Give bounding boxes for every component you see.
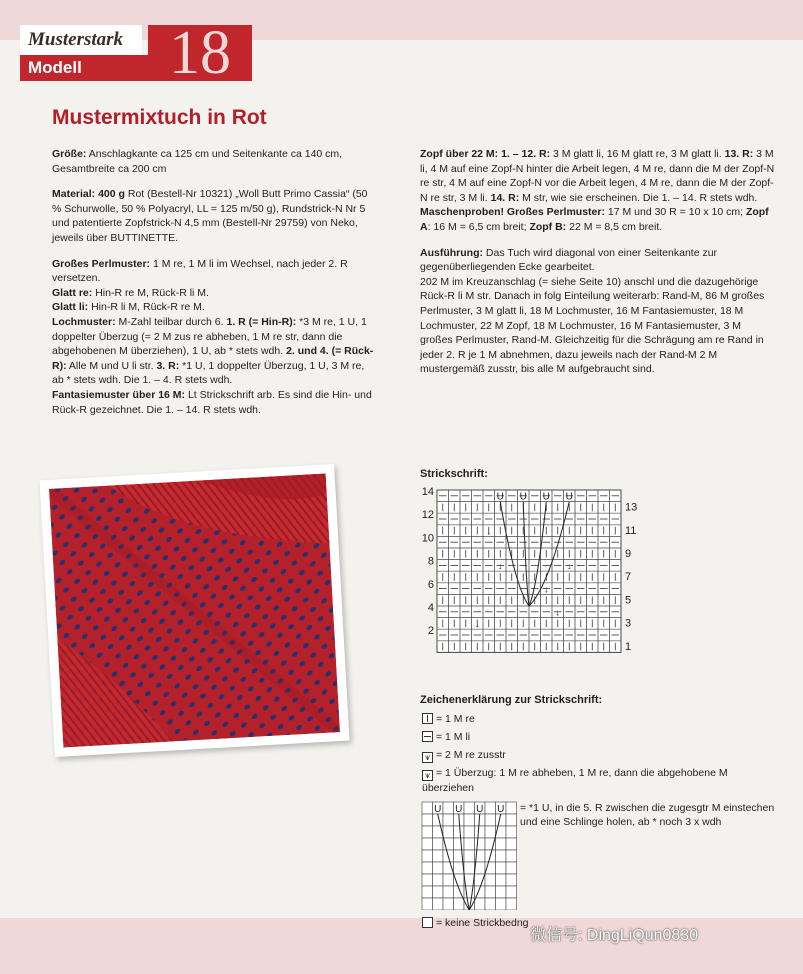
chart-row-number-left: 12 — [421, 509, 434, 522]
ausfuehrung-label: Ausführung: — [420, 246, 483, 259]
mini-chart-cell — [433, 886, 444, 898]
lochmuster-paragraph — [52, 315, 378, 388]
mini-chart-cell — [422, 874, 433, 886]
mini-chart-cell — [475, 862, 486, 874]
ausfuehrung-text-2: 202 M im Kreuzanschlag (= siehe Seite 10) anschl und die dazugehörige Rück-R li M str. Danach in folg Einteilung weiterarb: Rand-M, 86 M großes Perlmuster, 3 M glatt li, 18 M Lochmuster, 16 M Fantasiemuster, 18 M Lochmuster, 22 M Zopf, 18 M Lochmuster, 16 M Fantasiemuster, 3 M großes Perlmuster, Rand-M. Gleichzeitig für die Schrägung am re Rand in jeder 2. R je 1 M abnehmen, dazu jeweils nach der Rand-M 2 M mustergemäß zusstr, bis alle M aufgebraucht sind. — [420, 275, 765, 376]
mini-chart-cell — [485, 898, 496, 910]
mini-chart-cell — [433, 850, 444, 862]
mini-chart-cell — [506, 886, 517, 898]
mini-chart-cell — [454, 838, 465, 850]
mini-chart-cell — [422, 886, 433, 898]
mini-chart-u-symbol: U — [476, 804, 484, 815]
left-column — [52, 147, 378, 417]
mini-chart-cell — [454, 826, 465, 838]
mini-chart-cell — [433, 838, 444, 850]
chart-row-number-left: 4 — [427, 602, 434, 614]
maschenprobe-label: Maschenproben! Großes Perlmuster: — [420, 206, 605, 219]
chart-u-symbol: U — [496, 491, 504, 503]
chart-row-number-left: 8 — [427, 555, 434, 568]
slip-overpass-icon: ⩛ — [422, 770, 433, 781]
zopf-text-2: 3 M li, 4 M auf eine Zopf-N hinter die Arbeit legen, 4 M re, dann die M der Zopf-N re str, 4 M auf eine Zopf-N vor die Arbeit legen, 4 M re, dann die M der Zopf-N re str, 3 M li. — [420, 148, 775, 204]
watermark: 微信号: DingLiQun0830 — [530, 927, 699, 944]
zopf-b-text: 22 M = 8,5 cm breit. — [569, 220, 663, 233]
mini-chart-cell — [506, 862, 517, 874]
perlmuster-label: Großes Perlmuster: — [52, 257, 151, 270]
mini-chart-cell — [443, 802, 454, 814]
legend-knit-text: = 1 M re — [436, 713, 475, 725]
mini-chart-cell — [454, 862, 465, 874]
knitted-shawl-image — [49, 473, 340, 747]
mini-chart-cell — [464, 862, 475, 874]
chart-row-number-right: 11 — [625, 524, 637, 537]
mini-chart-cell — [464, 814, 475, 826]
mini-chart-cell — [496, 850, 507, 862]
ausfuehrung-text-1: Das Tuch wird diagonal von einer Seitenkante zur gegenüberliegenden Ecke gearbeitet. — [420, 246, 718, 274]
mini-chart-cell — [443, 874, 454, 886]
zopf-paragraph — [420, 147, 776, 205]
mini-chart-cell — [422, 814, 433, 826]
lochmuster-text-3: Alle M und U li str. — [68, 359, 154, 372]
lochmuster-row1-label: 1. R (= Hin-R): — [226, 315, 297, 328]
modell-number: 18 — [148, 25, 252, 81]
mini-chart-cell — [443, 814, 454, 826]
fantasiemuster-text: Lt Strickschrift arb. Es sind die Hin- und Rück-R gezeichnet. Die 1. – 14. R stets wdh. — [52, 388, 372, 416]
maschenprobe-text: 17 M und 30 R = 10 x 10 cm; — [607, 206, 744, 219]
glatt-re-text: Hin-R re M, Rück-R li M. — [95, 286, 209, 299]
mini-chart-cell — [443, 898, 454, 910]
legend-item-k2tog — [422, 748, 506, 763]
mini-chart-cell — [475, 826, 486, 838]
size-label: Größe: — [52, 148, 87, 160]
mini-chart-cell — [506, 826, 517, 838]
mini-chart-cell — [496, 838, 507, 850]
mini-chart-cell — [485, 886, 496, 898]
lochmuster-row3-label: 3. R: — [156, 359, 180, 372]
mini-chart-cell — [422, 802, 433, 814]
chart-row-number-left: 6 — [427, 578, 434, 591]
mini-chart-cell — [485, 826, 496, 838]
mini-chart-cell — [433, 874, 444, 886]
mini-chart-cell — [454, 874, 465, 886]
chart-row-number-right: 1 — [625, 640, 632, 653]
lochmuster-text-2: *3 M re, 1 U, 1 doppelter Überzug (= 2 M zus re abheben, 1 M re str, dann die abgehobenen M überziehen), 1 U, ab * stets wdh. — [52, 315, 367, 358]
chart-decrease-symbol: ↓ — [544, 584, 549, 595]
mini-chart-cell — [422, 862, 433, 874]
mini-chart-cell — [422, 850, 433, 862]
mini-chart-cell — [422, 898, 433, 910]
chart-u-symbol: U — [519, 491, 527, 503]
purl-stitch-icon — [422, 731, 433, 742]
material-paragraph — [52, 187, 378, 245]
mini-chart-u-symbol: U — [434, 804, 442, 815]
size-text: Anschlagkante ca 125 cm und Seitenkante ca 140 cm, Gesamtbreite ca 200 cm — [52, 148, 343, 175]
right-column — [420, 147, 776, 377]
chart-decrease-symbol: ↓ — [555, 607, 560, 618]
chart-row-number-right: 13 — [625, 501, 638, 514]
chart-row-number-left: 2 — [427, 625, 434, 638]
chart-decrease-symbol: ↓ — [498, 561, 503, 572]
legend-item-knit — [422, 712, 475, 726]
zopf-a-label: Zopf A — [420, 206, 769, 233]
material-label: Material: 400 g — [52, 188, 125, 201]
chart-row-number-left: 10 — [421, 532, 434, 545]
mini-chart-cell — [422, 826, 433, 838]
mini-chart-cell — [496, 886, 507, 898]
zopf-label: Zopf über 22 M: 1. – 12. R: — [420, 148, 551, 160]
mini-chart-cell — [496, 898, 507, 910]
perlmuster-text: 1 M re, 1 M li im Wechsel, nach jeder 2. R versetzen. — [52, 257, 348, 285]
mini-chart-cell — [496, 862, 507, 874]
mini-chart-cell — [475, 838, 486, 850]
zopf-text-3: M str, wie sie erscheinen. Die 1. – 14. R stets wdh. — [522, 191, 758, 204]
knitting-chart — [415, 484, 655, 660]
category-label: Musterstark — [20, 25, 142, 55]
mini-chart-cell — [475, 898, 486, 910]
glatt-li-paragraph — [52, 300, 378, 315]
lochmuster-text-1: M-Zahl teilbar durch 6. — [118, 315, 224, 328]
chart-row-number-right: 7 — [625, 571, 632, 584]
legend-purl-text: = 1 M li — [436, 731, 471, 743]
mini-chart-u-symbol: U — [497, 804, 505, 815]
mini-chart-cell — [464, 850, 475, 862]
modell-label: Modell — [20, 55, 148, 81]
legend-empty-text-tail: ng — [516, 917, 529, 929]
mini-chart-cell — [464, 838, 475, 850]
legend-cable-text: = *1 U, in die 5. R zwischen die zugesgtr M einstechen und eine Schlinge holen, ab * noch 3 x wdh — [520, 802, 775, 828]
mini-chart-u-symbol: U — [455, 804, 463, 815]
fantasiemuster-label: Fantasiemuster über 16 M: — [52, 388, 186, 401]
legend-title: Zeichenerklärung zur Strickschrift: — [420, 694, 603, 706]
chart-row-number-right: 5 — [625, 594, 632, 607]
mini-chart-cell — [422, 838, 433, 850]
mini-chart-cell — [506, 898, 517, 910]
mini-chart-cell — [464, 826, 475, 838]
lochmuster-text-4: *1 U, 1 doppelter Überzug, 1 U, 3 M re, ab * stets wdh. Die 1. – 4. R stets wdh. — [52, 359, 365, 387]
mini-chart-cell — [433, 898, 444, 910]
material-text: Rot (Bestell-Nr 10321) „Woll Butt Primo Cassia“ (50 % Schurwolle, 50 % Polyacryl, LL = 125 m/50 g), Rundstrick-N Nr 5 und patentierte Zopfstrick-N 4,5 mm (Bestell-Nr 29759) von Neko, jeweils über BUTTINETTE. — [52, 188, 368, 244]
chart-row-number-right: 9 — [625, 548, 632, 560]
mini-chart-cell — [485, 874, 496, 886]
mini-chart-cell — [485, 814, 496, 826]
knitting-photo — [39, 464, 349, 757]
fantasiemuster-paragraph — [52, 388, 378, 417]
mini-chart-cell — [443, 886, 454, 898]
chart-label: Strickschrift: — [420, 468, 488, 480]
zopf-row14-label: 14. R: — [490, 191, 520, 204]
mini-chart-cell — [485, 802, 496, 814]
maschenprobe-paragraph — [420, 205, 776, 234]
lochmuster-row2-label: 2. und 4. (= Rück-R): — [52, 345, 374, 372]
k2tog-icon: ⩛ — [422, 752, 433, 763]
legend-slip-text: = 1 Überzug: 1 M re abheben, 1 M re, dann die abgehobene M überziehen — [422, 767, 728, 794]
perlmuster-paragraph — [52, 257, 378, 286]
mini-chart-cell — [496, 874, 507, 886]
mini-chart-cell — [506, 802, 517, 814]
chart-decrease-symbol: ↓ — [567, 561, 572, 572]
mini-chart-cell — [506, 838, 517, 850]
mini-chart-cell — [433, 862, 444, 874]
legend-empty-text: = keine Strickbed — [436, 917, 517, 929]
zopf-b-label: Zopf B: — [529, 220, 567, 233]
legend-k2tog-text: = 2 M re zusstr — [436, 749, 506, 761]
mini-chart-cell — [454, 898, 465, 910]
mini-chart-cell — [506, 850, 517, 862]
glatt-li-text: Hin-R li M, Rück-R re M. — [91, 301, 205, 314]
chart-u-symbol: U — [542, 491, 550, 503]
lochmuster-label: Lochmuster: — [52, 315, 116, 328]
chart-u-symbol: U — [565, 491, 573, 503]
chart-decrease-symbol: ↓ — [475, 619, 480, 630]
chart-row-number-left: 14 — [421, 486, 434, 498]
empty-square-icon — [422, 917, 433, 928]
ausfuehrung-paragraph — [420, 246, 776, 377]
cable-legend-chart — [420, 800, 518, 910]
glatt-re-label: Glatt re: — [52, 286, 93, 299]
legend-item-purl — [422, 730, 470, 744]
knit-stitch-icon — [422, 713, 433, 724]
size-paragraph — [52, 147, 378, 176]
chart-row-number-right: 3 — [625, 617, 632, 630]
mini-chart-cell — [475, 874, 486, 886]
mini-chart-cell — [443, 826, 454, 838]
zopf-text-1: 3 M glatt li, 16 M glatt re, 3 M glatt li. — [553, 148, 722, 160]
glatt-li-label: Glatt li: — [52, 301, 89, 314]
mini-chart-cell — [506, 814, 517, 826]
page-title: Mustermixtuch in Rot — [52, 106, 267, 129]
zopf-row13-label: 13. R: — [724, 148, 754, 160]
mini-chart-cell — [506, 874, 517, 886]
legend-item-slip — [422, 766, 767, 795]
mini-chart-cell — [464, 802, 475, 814]
zopf-a-text: : 16 M = 6,5 cm breit; — [427, 220, 527, 233]
legend-item-empty — [422, 916, 529, 930]
chart-decrease-symbol: ↓ — [486, 526, 491, 537]
glatt-re-paragraph — [52, 286, 378, 301]
